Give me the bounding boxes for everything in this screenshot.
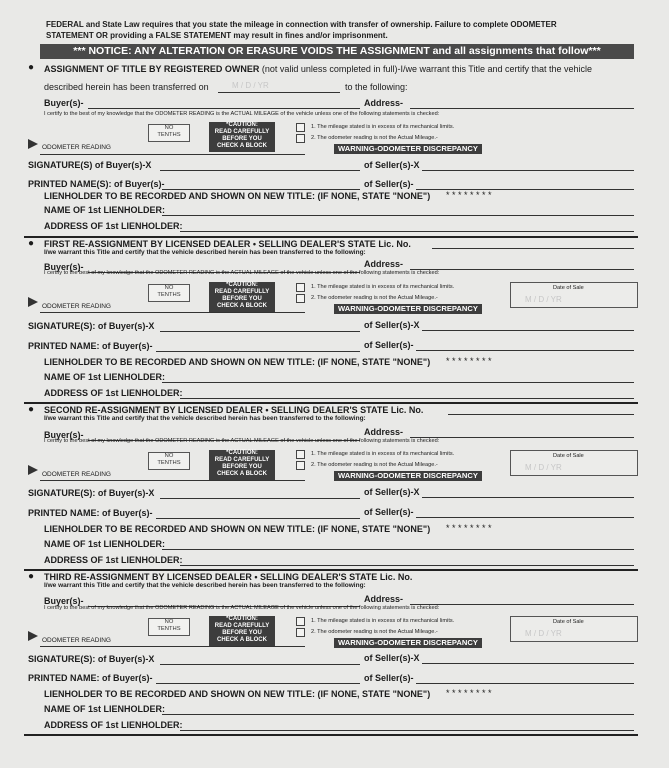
s4-sig-buyers-field[interactable] <box>160 664 360 665</box>
s4-no-tenths-label: NO TENTHS <box>157 619 181 632</box>
s2-printed-field[interactable] <box>156 351 360 352</box>
s2-caution-text: *CAUTION: READ CAREFULLY BEFORE YOU CHECK A BLOCK <box>214 282 270 309</box>
transfer-date-field[interactable] <box>218 92 340 93</box>
s2-name-lien-label: NAME OF 1st LIENHOLDER: <box>44 372 166 382</box>
s4-sig-buyers-label: SIGNATURE(S): of Buyer(s)-X <box>28 654 155 664</box>
s2-printed-sellers-field[interactable] <box>416 350 634 351</box>
s4-address-label: Address- <box>364 594 404 604</box>
s4-odometer-divider <box>40 646 305 647</box>
s1-no-tenths-label: NO TENTHS <box>157 125 181 138</box>
s1-odometer-label: ODOMETER READING <box>42 144 111 151</box>
federal-law-line-1: FEDERAL and State Law requires that you state the mileage in connection with transfer of ownership. Failure to complete ODOMETER <box>46 20 557 29</box>
bullet-icon: ● <box>28 62 35 73</box>
s1-certify-text: I certify to the best of my knowledge that the ODOMETER READING is the ACTUAL MILEAGE of the vehicle unless one of the following statements is checked: <box>44 111 440 117</box>
s3-stmt1-text: 1. The mileage stated is in excess of its mechanical limits. <box>311 451 455 457</box>
s4-date-of-sale-box[interactable] <box>510 616 638 642</box>
section4-title: THIRD RE-ASSIGNMENT BY LICENSED DEALER • SELLING DEALER'S STATE Lic. No. <box>44 572 413 582</box>
s3-sig-buyers-field[interactable] <box>160 498 360 499</box>
s1-lienholder-label: LIENHOLDER TO BE RECORDED AND SHOWN ON NEW TITLE: (IF NONE, STATE "NONE") <box>44 191 431 201</box>
s4-name-lien-field[interactable] <box>162 714 634 715</box>
s2-no-tenths-box[interactable] <box>148 284 190 302</box>
s2-printed-sellers-label: of Seller(s)- <box>364 340 414 350</box>
s3-certify-text: I certify to the best of my knowledge that the ODOMETER READING is the ACTUAL MILEAGE of the vehicle unless one of the following statements is checked: <box>44 438 440 444</box>
s4-buyers-label: Buyer(s)- <box>44 596 84 606</box>
s4-printed-label: PRINTED NAME: of Buyer(s)- <box>28 673 153 683</box>
s2-address-label: Address- <box>364 259 404 269</box>
s3-lienholder-label: LIENHOLDER TO BE RECORDED AND SHOWN ON NEW TITLE: (IF NONE, STATE "NONE") <box>44 524 431 534</box>
s4-sig-sellers-field[interactable] <box>422 663 634 664</box>
s1-address-label: Address- <box>364 98 404 108</box>
s1-stmt2-checkbox[interactable] <box>296 134 305 143</box>
s4-caution-box <box>209 616 275 646</box>
s4-name-lien-label: NAME OF 1st LIENHOLDER: <box>44 704 166 714</box>
s4-sig-sellers-label: of Seller(s)-X <box>364 653 420 663</box>
s3-addr-lien-label: ADDRESS OF 1st LIENHOLDER: <box>44 555 183 565</box>
s4-caution-text: *CAUTION: READ CAREFULLY BEFORE YOU CHECK A BLOCK <box>214 616 270 643</box>
s2-stmt1-text: 1. The mileage stated is in excess of its mechanical limits. <box>311 284 455 290</box>
section1-transfer-suffix: to the following: <box>345 82 408 92</box>
s2-pointer-icon <box>28 297 38 307</box>
s4-date-placeholder: M / D / YR <box>525 629 562 638</box>
section2-title: FIRST RE-ASSIGNMENT BY LICENSED DEALER • SELLING DEALER'S STATE Lic. No. <box>44 239 411 249</box>
s1-buyers-label: Buyer(s)- <box>44 98 84 108</box>
s3-sig-sellers-field[interactable] <box>422 497 634 498</box>
s3-sig-buyers-label: SIGNATURE(S): of Buyer(s)-X <box>28 488 155 498</box>
s3-warrant-text: I/we warrant this Title and certify that the vehicle described herein has been transferred to the following: <box>44 415 366 422</box>
s2-addr-lien-field[interactable] <box>180 398 634 399</box>
s2-lic-field[interactable] <box>432 248 634 249</box>
s4-printed-sellers-field[interactable] <box>416 683 634 684</box>
s3-stars: * * * * * * * * <box>446 523 492 533</box>
s1-addr-lien-label: ADDRESS OF 1st LIENHOLDER: <box>44 221 183 231</box>
section-divider <box>24 402 638 404</box>
notice-banner: *** NOTICE: ANY ALTERATION OR ERASURE VOIDS THE ASSIGNMENT and all assignments that follow*** <box>40 44 634 59</box>
s1-stmt1-checkbox[interactable] <box>296 123 305 132</box>
section1-title-suffix: (not valid unless completed in full)-I/we warrant this Title and certify that the vehicle <box>261 64 593 74</box>
s3-odometer-label: ODOMETER READING <box>42 471 111 478</box>
section1-heading <box>44 64 592 74</box>
s4-stmt2-text: 2. The odometer reading is not the Actual Mileage.- <box>311 629 438 635</box>
s2-sig-sellers-field[interactable] <box>422 330 634 331</box>
s3-address-label: Address- <box>364 427 404 437</box>
s3-date-label: Date of Sale <box>553 453 584 459</box>
bullet-icon: ● <box>28 571 35 582</box>
s4-date-label: Date of Sale <box>553 619 584 625</box>
s1-name-lien-label: NAME OF 1st LIENHOLDER: <box>44 205 166 215</box>
transfer-date-placeholder: M / D / YR <box>232 81 269 90</box>
s4-odometer-label: ODOMETER READING <box>42 637 111 644</box>
s2-no-tenths-label: NO TENTHS <box>157 285 181 298</box>
bullet-icon: ● <box>28 238 35 249</box>
s3-odometer-divider <box>40 480 305 481</box>
s1-printed-sellers-label: of Seller(s)- <box>364 179 414 189</box>
s3-printed-label: PRINTED NAME: of Buyer(s)- <box>28 508 153 518</box>
s1-sig-sellers-label: of Seller(s)-X <box>364 160 420 170</box>
s3-sig-sellers-label: of Seller(s)-X <box>364 487 420 497</box>
s4-no-tenths-box[interactable] <box>148 618 190 636</box>
s2-date-placeholder: M / D / YR <box>525 295 562 304</box>
s1-sig-buyers-label: SIGNATURE(S) of Buyer(s)-X <box>28 160 152 170</box>
s2-odometer-divider <box>40 312 305 313</box>
s1-caution-text: *CAUTION: READ CAREFULLY BEFORE YOU CHECK A BLOCK <box>214 122 270 149</box>
s2-printed-label: PRINTED NAME: of Buyer(s)- <box>28 341 153 351</box>
s2-buyers-label: Buyer(s)- <box>44 262 84 272</box>
s1-stmt1-text: 1. The mileage stated is in excess of its mechanical limits. <box>311 124 455 130</box>
s4-pointer-icon <box>28 631 38 641</box>
s2-odometer-label: ODOMETER READING <box>42 303 111 310</box>
s1-addr-lien-field[interactable] <box>180 231 634 232</box>
s3-printed-sellers-label: of Seller(s)- <box>364 507 414 517</box>
s4-address-field[interactable] <box>410 604 634 605</box>
s4-warning-banner: WARNING-ODOMETER DISCREPANCY <box>334 638 482 648</box>
s1-warning-banner: WARNING-ODOMETER DISCREPANCY <box>334 144 482 154</box>
s1-buyers-field[interactable] <box>88 108 360 109</box>
s4-addr-lien-field[interactable] <box>180 730 634 731</box>
s4-stmt1-checkbox[interactable] <box>296 617 305 626</box>
s3-name-lien-field[interactable] <box>162 549 634 550</box>
s3-no-tenths-label: NO TENTHS <box>157 453 181 466</box>
section-divider <box>24 236 638 238</box>
s2-caution-box <box>209 282 275 312</box>
section1-transfer-text: described herein has been transferred on <box>44 82 209 92</box>
s1-stars: * * * * * * * * <box>446 190 492 200</box>
s1-name-lien-field[interactable] <box>162 215 634 216</box>
s3-address-field[interactable] <box>410 437 634 438</box>
s1-sig-buyers-field[interactable] <box>160 170 360 171</box>
s1-no-tenths-box[interactable] <box>148 124 190 142</box>
federal-law-line-2: STATEMENT OR providing a FALSE STATEMENT may result in fines and/or imprisonment. <box>46 31 388 40</box>
s3-no-tenths-box[interactable] <box>148 452 190 470</box>
s4-lienholder-label: LIENHOLDER TO BE RECORDED AND SHOWN ON NEW TITLE: (IF NONE, STATE "NONE") <box>44 689 431 699</box>
s2-date-label: Date of Sale <box>553 285 584 291</box>
section1-title: ASSIGNMENT OF TITLE BY REGISTERED OWNER <box>44 64 260 74</box>
s1-printed-field[interactable] <box>162 189 360 190</box>
s3-date-placeholder: M / D / YR <box>525 463 562 472</box>
s3-stmt2-text: 2. The odometer reading is not the Actual Mileage.- <box>311 462 438 468</box>
s3-caution-text: *CAUTION: READ CAREFULLY BEFORE YOU CHECK A BLOCK <box>214 450 270 477</box>
s2-date-of-sale-box[interactable] <box>510 282 638 308</box>
s3-warning-banner: WARNING-ODOMETER DISCREPANCY <box>334 471 482 481</box>
s1-pointer-icon <box>28 139 38 149</box>
s3-name-lien-label: NAME OF 1st LIENHOLDER: <box>44 539 166 549</box>
s2-warrant-text: I/we warrant this Title and certify that the vehicle described herein has been transferred to the following: <box>44 249 366 256</box>
s2-addr-lien-label: ADDRESS OF 1st LIENHOLDER: <box>44 388 183 398</box>
s3-printed-sellers-field[interactable] <box>416 517 634 518</box>
s3-date-of-sale-box[interactable] <box>510 450 638 476</box>
s1-odometer-divider <box>40 154 305 155</box>
s4-printed-sellers-label: of Seller(s)- <box>364 673 414 683</box>
s4-addr-lien-label: ADDRESS OF 1st LIENHOLDER: <box>44 720 183 730</box>
s3-pointer-icon <box>28 465 38 475</box>
s2-name-lien-field[interactable] <box>162 382 634 383</box>
s3-stmt2-checkbox[interactable] <box>296 461 305 470</box>
s2-certify-text: I certify to the best of my knowledge that the ODOMETER READING is the ACTUAL MILEAGE of the vehicle unless one of the following statements is checked: <box>44 270 440 276</box>
s4-stars: * * * * * * * * <box>446 688 492 698</box>
s3-buyers-label: Buyer(s)- <box>44 430 84 440</box>
s1-address-field[interactable] <box>410 108 634 109</box>
section3-title: SECOND RE-ASSIGNMENT BY LICENSED DEALER • SELLING DEALER'S STATE Lic. No. <box>44 405 424 415</box>
bullet-icon: ● <box>28 404 35 415</box>
s2-address-field[interactable] <box>410 269 634 270</box>
s2-stmt2-checkbox[interactable] <box>296 294 305 303</box>
s4-stmt1-text: 1. The mileage stated is in excess of its mechanical limits. <box>311 618 455 624</box>
s3-stmt1-checkbox[interactable] <box>296 450 305 459</box>
s1-stmt2-text: 2. The odometer reading is not the Actual Mileage.- <box>311 135 438 141</box>
section-divider <box>24 734 638 736</box>
s2-sig-sellers-label: of Seller(s)-X <box>364 320 420 330</box>
s4-printed-field[interactable] <box>156 683 360 684</box>
s2-stmt2-text: 2. The odometer reading is not the Actual Mileage.- <box>311 295 438 301</box>
s2-stars: * * * * * * * * <box>446 356 492 366</box>
s4-stmt2-checkbox[interactable] <box>296 628 305 637</box>
s1-caution-box <box>209 122 275 152</box>
s4-warrant-text: I/we warrant this Title and certify that the vehicle described herein has been transferred to the following: <box>44 582 366 589</box>
s2-stmt1-checkbox[interactable] <box>296 283 305 292</box>
s2-sig-buyers-label: SIGNATURE(S): of Buyer(s)-X <box>28 321 155 331</box>
s2-lienholder-label: LIENHOLDER TO BE RECORDED AND SHOWN ON NEW TITLE: (IF NONE, STATE "NONE") <box>44 357 431 367</box>
s2-warning-banner: WARNING-ODOMETER DISCREPANCY <box>334 304 482 314</box>
s1-printed-label: PRINTED NAME(S): of Buyer(s)- <box>28 179 165 189</box>
s2-sig-buyers-field[interactable] <box>160 331 360 332</box>
s4-certify-text: I certify to the best of my knowledge that the ODOMETER READING is the ACTUAL MILEAGE of the vehicle unless one of the following statements is checked: <box>44 605 440 611</box>
s3-lic-field[interactable] <box>448 414 634 415</box>
s3-printed-field[interactable] <box>156 518 360 519</box>
s3-caution-box <box>209 450 275 480</box>
s3-addr-lien-field[interactable] <box>180 565 634 566</box>
s1-sig-sellers-field[interactable] <box>422 170 634 171</box>
section-divider <box>24 569 638 571</box>
